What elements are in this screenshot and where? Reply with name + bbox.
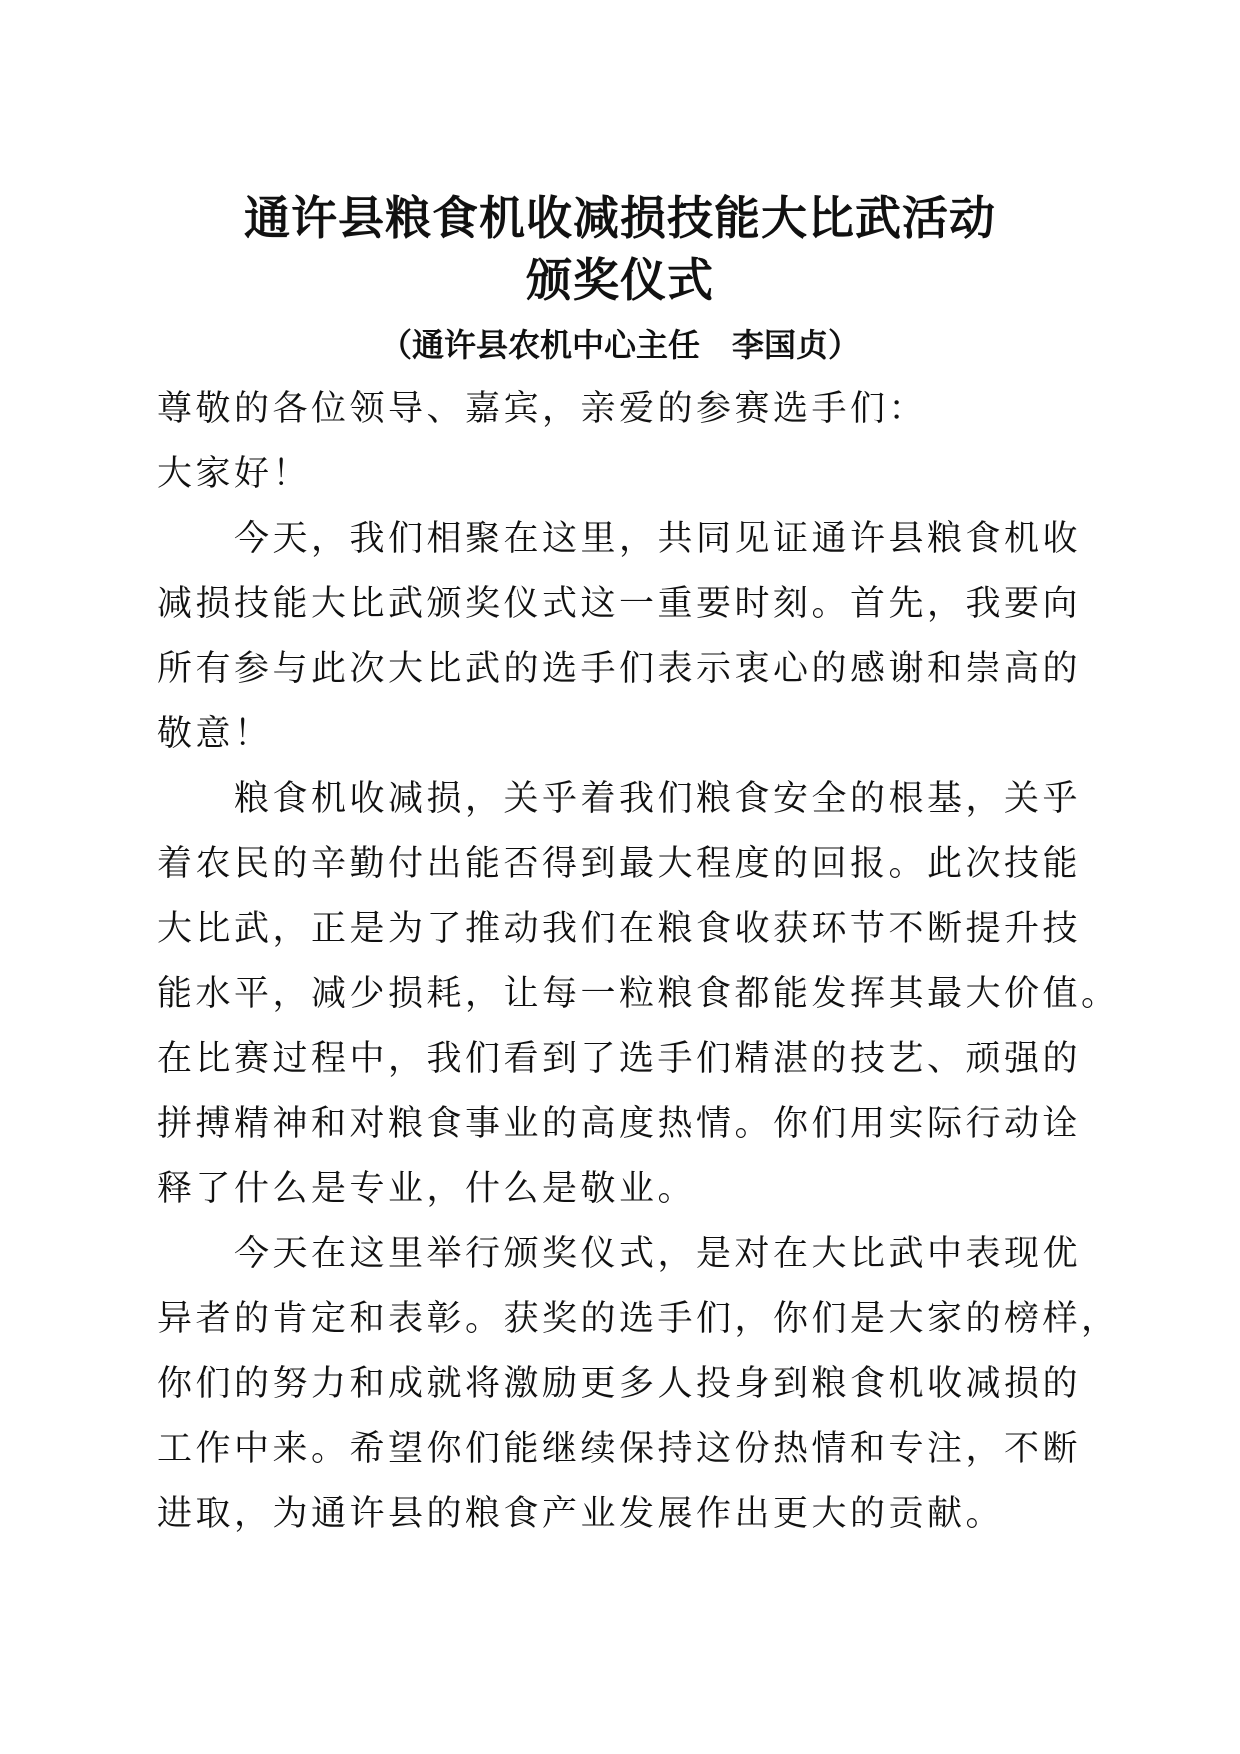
body-line: 工作中来。希望你们能继续保持这份热情和专注，不断 xyxy=(157,1429,1082,1469)
body-line: 减损技能大比武颁奖仪式这一重要时刻。首先，我要向 xyxy=(157,584,1082,624)
document-title-line-2: 颁奖仪式 xyxy=(526,253,714,307)
body-line: 所有参与此次大比武的选手们表示衷心的感谢和崇高的 xyxy=(157,649,1082,689)
document-title-line-1: 通许县粮食机收减损技能大比武活动 xyxy=(244,191,996,245)
body-line: 在比赛过程中，我们看到了选手们精湛的技艺、顽强的 xyxy=(157,1039,1082,1079)
body-line: 你们的努力和成就将激励更多人投身到粮食机收减损的 xyxy=(157,1364,1082,1404)
body-line: 着农民的辛勤付出能否得到最大程度的回报。此次技能 xyxy=(157,844,1082,884)
speaker-attribution: （通许县农机中心主任 李国贞） xyxy=(379,326,860,364)
body-line: 释了什么是专业，什么是敬业。 xyxy=(157,1169,697,1209)
body-line: 粮食机收减损，关乎着我们粮食安全的根基，关乎 xyxy=(157,779,1082,819)
body-line: 敬意！ xyxy=(157,714,273,754)
body-line: 大家好！ xyxy=(157,454,312,494)
body-line: 能水平，减少损耗，让每一粒粮食都能发挥其最大价值。 xyxy=(157,974,1120,1014)
body-line: 今天，我们相聚在这里，共同见证通许县粮食机收 xyxy=(157,519,1082,559)
body-line: 大比武，正是为了推动我们在粮食收获环节不断提升技 xyxy=(157,909,1082,949)
body-line: 进取，为通许县的粮食产业发展作出更大的贡献。 xyxy=(157,1494,1005,1534)
body-line: 异者的肯定和表彰。获奖的选手们，你们是大家的榜样， xyxy=(157,1299,1120,1339)
body-line: 尊敬的各位领导、嘉宾，亲爱的参赛选手们： xyxy=(157,389,928,429)
body-line: 今天在这里举行颁奖仪式，是对在大比武中表现优 xyxy=(157,1234,1082,1274)
body-line: 拼搏精神和对粮食事业的高度热情。你们用实际行动诠 xyxy=(157,1104,1082,1144)
